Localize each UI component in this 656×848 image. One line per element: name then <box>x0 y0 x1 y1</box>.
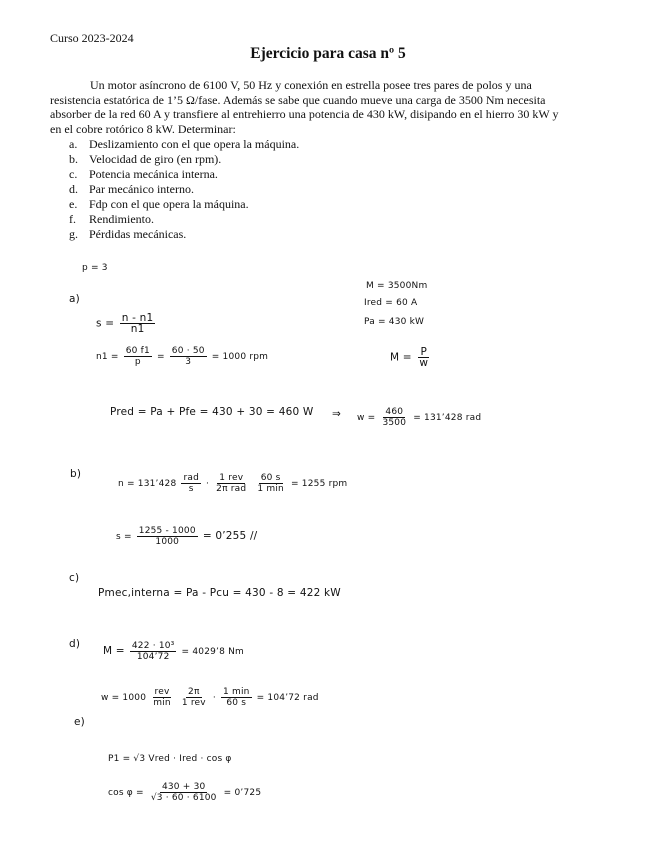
formula-lhs: w = <box>357 413 376 423</box>
note-internal-torque <box>103 641 244 662</box>
problem-statement <box>50 78 570 136</box>
result: = 1000 rpm <box>211 352 269 362</box>
fraction <box>417 347 430 368</box>
list-item <box>50 227 299 242</box>
statement-text: Un motor asíncrono de 6100 V, 50 Hz y conexión en estrella posee tres pares de polos y una resistencia estatórica de 1’5 Ω/fase. Además se sabe que cuando mueve una carga de 3500 Nm necesita absorber de la red 60 A y transfiere al entrehierro una potencia de 430 kW, disipando en el hierro 30 kW y en el cobre rotórico 8 kW. Determinar: <box>50 78 559 136</box>
item-label: d. <box>69 182 78 196</box>
note-speed-conversion <box>118 473 347 494</box>
list-item <box>50 152 299 167</box>
numerator: 422 · 10³ <box>131 641 175 651</box>
item-text: Deslizamiento con el que opera la máquina. <box>89 137 300 151</box>
numerator: rev <box>154 687 170 697</box>
fraction <box>151 687 173 708</box>
note-label-a: a) <box>69 293 80 305</box>
fraction <box>124 346 152 367</box>
fraction <box>221 687 252 708</box>
numerator: 60 s <box>260 473 281 483</box>
denominator: 3500 <box>382 418 407 428</box>
item-text: Par mecánico interno. <box>89 182 194 196</box>
numerator: P <box>420 346 428 358</box>
exercise-title: Ejercicio para casa nº 5 <box>250 45 406 62</box>
item-text: Potencia mecánica interna. <box>89 167 218 181</box>
formula-lhs: M = <box>103 645 125 657</box>
note-power-factor <box>108 782 261 803</box>
note-slip-result <box>116 526 257 547</box>
numerator: 2π <box>188 687 200 697</box>
result: = 0’725 <box>223 788 262 798</box>
item-text: Velocidad de giro (en rpm). <box>89 152 222 166</box>
denominator: 104’72 <box>136 652 170 662</box>
note-label-c: c) <box>69 572 80 584</box>
denominator: 60 s <box>226 698 247 708</box>
numerator: n - n1 <box>121 312 154 324</box>
item-label: g. <box>69 227 78 241</box>
numerator: 460 <box>385 407 404 417</box>
result: = 104’72 rad <box>256 693 319 703</box>
note-torque-formula <box>390 347 432 368</box>
note-slip-formula <box>96 313 157 334</box>
fraction <box>137 526 198 547</box>
fraction <box>149 782 219 803</box>
dot: · <box>206 479 210 489</box>
list-item <box>50 212 299 227</box>
note-angular-speed <box>357 407 481 428</box>
formula-lhs: M = <box>390 351 412 364</box>
numerator: 60 f1 <box>125 346 150 356</box>
denominator: 1 min <box>257 484 284 494</box>
item-text: Rendimiento. <box>89 212 154 226</box>
note-mech-power: Pmec,interna = Pa - Pcu = 430 - 8 = 422 kW <box>98 587 341 599</box>
note-sync-speed <box>96 346 268 367</box>
formula-lhs: n = 131’428 <box>118 479 177 489</box>
formula-lhs: n1 = <box>96 352 119 362</box>
item-label: e. <box>69 197 78 211</box>
denominator: 1000 <box>155 537 180 547</box>
course-label: Curso 2023-2024 <box>50 31 134 45</box>
list-item <box>50 182 299 197</box>
fraction <box>180 687 208 708</box>
item-text: Pérdidas mecánicas. <box>89 227 187 241</box>
result: = 4029’8 Nm <box>181 647 245 657</box>
note-label-e: e) <box>74 716 85 728</box>
note-speed-calc <box>101 687 319 708</box>
numerator: 1255 - 1000 <box>138 526 196 536</box>
denominator: 3 <box>185 357 192 367</box>
fraction <box>214 473 248 494</box>
note-given-current: Ired = 60 A <box>364 298 418 308</box>
result: = 1255 rpm <box>291 479 348 489</box>
numerator: 430 + 30 <box>161 782 206 792</box>
formula-lhs: w = 1000 <box>101 693 147 703</box>
note-given-power: Pa = 430 kW <box>364 317 425 327</box>
item-label: b. <box>69 152 78 166</box>
note-poles: p = 3 <box>82 263 108 273</box>
item-label: c. <box>69 167 78 181</box>
numerator: 1 min <box>222 687 250 697</box>
item-label: a. <box>69 137 78 151</box>
note-power-line: Pred = Pa + Pfe = 430 + 30 = 460 W <box>110 406 314 418</box>
fraction <box>170 346 207 367</box>
denominator: √3 · 60 · 6100 <box>150 793 217 803</box>
result: = 0’255 // <box>202 530 258 542</box>
denominator: s <box>188 484 194 494</box>
fraction <box>255 473 286 494</box>
fraction <box>181 473 201 494</box>
result: = 131’428 rad <box>413 413 482 423</box>
denominator: n1 <box>130 323 145 335</box>
formula-lhs: s = <box>116 532 132 542</box>
note-given-torque: M = 3500Nm <box>366 281 428 291</box>
list-item <box>50 167 299 182</box>
fraction <box>380 407 408 428</box>
fraction <box>120 313 156 334</box>
formula-lhs: cos φ = <box>108 788 144 798</box>
item-text: Fdp con el que opera la máquina. <box>89 197 249 211</box>
denominator: w <box>419 357 429 369</box>
denominator: p <box>134 357 141 367</box>
formula-lhs: s = <box>96 317 115 330</box>
fraction <box>130 641 177 662</box>
arrow-icon: ⇒ <box>332 408 341 420</box>
numerator: 60 · 50 <box>171 346 205 356</box>
note-power-formula: P1 = √3 Vred · Ired · cos φ <box>108 754 232 764</box>
note-label-b: b) <box>70 468 82 480</box>
denominator: 2π rad <box>216 484 247 494</box>
dot: · <box>212 693 216 703</box>
question-list <box>50 137 299 242</box>
item-label: f. <box>69 212 76 226</box>
equals: = <box>156 352 165 362</box>
numerator: rad <box>183 473 199 483</box>
denominator: 1 rev <box>181 698 206 708</box>
note-label-d: d) <box>69 638 81 650</box>
denominator: min <box>153 698 171 708</box>
list-item <box>50 197 299 212</box>
list-item <box>50 137 299 152</box>
numerator: 1 rev <box>219 473 244 483</box>
